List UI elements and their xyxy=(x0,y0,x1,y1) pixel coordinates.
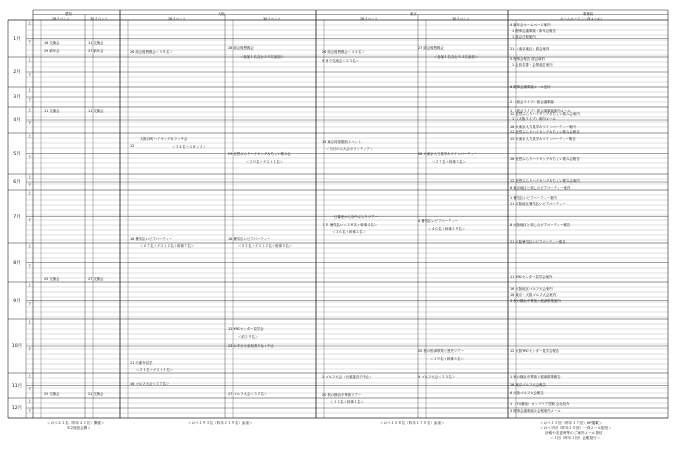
tokyo-event: 2 ゴルフ大会（台風接近で中止） xyxy=(322,375,373,379)
jimukyoku-event: 1 （総会ライブ）総会議事録案内メール xyxy=(510,109,571,113)
jimukyoku-event: 1 総会日程案内 xyxy=(512,35,536,39)
osaka-event: 29 北摂ぶらりハイキング＆ちょい飲み会 xyxy=(228,152,291,156)
osaka-header: 大阪 xyxy=(218,12,225,16)
month-label: 1月 xyxy=(13,36,21,42)
tokyo-footer: ＜のべ１５８名（昨年１７０名）参加＞ xyxy=(380,421,445,425)
half-marker: 下 xyxy=(28,39,32,44)
tokyo-event: 15 東京湾遊覧船イベント xyxy=(322,140,362,144)
half-marker: 下 xyxy=(28,183,32,187)
tokyo-event: ＜３６名＋幹事２名＞ xyxy=(332,230,366,234)
jimukyoku-event: 4 新年会ホームページ案内 xyxy=(510,23,551,27)
half-marker: 下 xyxy=(28,121,32,125)
osaka-event: 16 暑気払いビアパーティー xyxy=(228,237,271,241)
tokyo-event: 9 ゴルフ大会＜２５名＞ xyxy=(418,375,456,379)
tokyo-event: 27 総会後懇親会 xyxy=(418,46,444,50)
half-marker: 上 xyxy=(28,108,32,112)
osaka-event: ＜約２９名＞ xyxy=(238,335,259,339)
half-marker: 下 xyxy=(28,409,32,413)
osaka-30-header: 30イベント xyxy=(263,17,281,21)
half-marker: 上 xyxy=(28,374,32,378)
jimukyoku-event: 1 秋の横浜中華街と根津散策報告 xyxy=(510,375,561,379)
jimukyoku-event: 6 理事会議事録メール送付 xyxy=(510,85,551,89)
jimukyoku-sub-header: ホームページ（一斉メール） xyxy=(560,17,604,21)
tokyo-event: 20 秋の根津散策と歴史ツアー xyxy=(418,349,464,353)
jimukyoku-event: 2 （総会ライブ）総会議事録 xyxy=(510,100,554,104)
aichi-event: 25 交換会 xyxy=(44,277,60,281)
aichi-event: 11 交換会 xyxy=(88,109,104,113)
half-marker: 上 xyxy=(28,175,32,179)
aichi-event: 27 交換会 xyxy=(88,277,104,281)
half-marker: 上 xyxy=(28,244,32,248)
tokyo-event: 26 大東京人力見学＆ワインパーティー xyxy=(418,152,478,156)
osaka-event: 大阪谷町ハイキング＆ランチ会 xyxy=(140,137,188,141)
jimukyoku-event: 1 （TV番組）カンブリア宮殿 会社紹介 xyxy=(510,402,570,406)
month-label: 10月 xyxy=(11,344,23,349)
half-marker: 上 xyxy=(28,191,32,195)
tokyo-event: ＜１３名＋幹事１名＞ xyxy=(330,400,364,404)
osaka-26-header: 26イベント xyxy=(168,17,186,21)
jimukyoku-event: 12 大阪YRCセンター見学会報告 xyxy=(510,349,560,353)
month-label: 2月 xyxy=(13,70,21,75)
osaka-event: ＜６７名＋ゲスト２名＋幹事７名＞ xyxy=(140,244,195,248)
tokyo-event: ＜１９名＋幹事３名＞ xyxy=(430,357,464,361)
jimukyoku-event: 12 北摂ぶらりハイキング＆ちょい飲み会案内 xyxy=(510,179,580,183)
tokyo-26-header: 26イベント xyxy=(360,17,378,21)
jimukyoku-event: 6 大阪ゴルフ大会報告 xyxy=(510,391,544,395)
tokyo-event: １０ 暑気払い＜３８名＋幹事４名＞ xyxy=(322,223,378,227)
aichi-event: 11 交換会 xyxy=(44,109,60,113)
jimukyoku-event: 16 東京ゴルフ大会報告 xyxy=(510,383,546,387)
jimukyoku-footer-line4: ＜１回（昨年１回）会報発行＞ xyxy=(550,436,601,440)
osaka-event: 12 xyxy=(130,144,135,148)
half-marker: 下 xyxy=(28,98,32,102)
aichi-26-header: 26イベント xyxy=(52,17,70,21)
half-marker: 上 xyxy=(28,58,32,62)
month-label: 3月 xyxy=(13,95,21,100)
half-marker: 下 xyxy=(28,347,32,351)
osaka-event: 21 天龍寺見学 xyxy=(130,361,153,365)
month-label: 6月 xyxy=(13,180,21,185)
aichi-header: 愛知 xyxy=(65,12,72,16)
osaka-event: 26 総会後懇親会＜５８名＞ xyxy=(130,50,173,54)
half-marker: 下 xyxy=(28,217,32,222)
jimukyoku-event: 21 （東京地区）総会案内 xyxy=(510,47,550,51)
half-marker: 下 xyxy=(28,73,32,77)
osaka-footer: ＜のべ１９３名（昨年２１９名）参加＞ xyxy=(188,421,253,425)
half-marker: 下 xyxy=(28,386,32,391)
osaka-event: ＜２１名＋ゲスト１名＞ xyxy=(136,368,174,372)
month-label: 5月 xyxy=(13,151,21,157)
jimukyoku-event: 1 暑気払いビアパーティー案内 xyxy=(510,196,557,200)
aichi-30-header: 30イベント xyxy=(90,17,108,21)
jimukyoku-event: 11 YRCセンター見学会案内 xyxy=(510,275,553,279)
month-label: 9月 xyxy=(13,298,21,304)
osaka-event: ＜２０名＋ゲスト１名＞ xyxy=(246,160,284,164)
osaka-event: 16 暑気払いビアパーティー xyxy=(130,237,173,241)
half-marker: 上 xyxy=(28,283,32,287)
jimukyoku-event: 21 大阪暑気払いビアパーティー報告 xyxy=(510,240,566,244)
jimukyoku-event: 8 大阪地区と楽しむビアパーティー報告 xyxy=(510,223,571,227)
osaka-event: 16 ゴルフ大会＜３７名＞ xyxy=(130,382,170,386)
aichi-event: 21 交換会 xyxy=(88,392,104,396)
jimukyoku-event: 16 東京・大阪ゴルフ大会案内 xyxy=(510,293,557,297)
jimukyoku-event: 16 大阪地区ゴルフ大会案内 xyxy=(510,287,553,291)
half-marker: 下 xyxy=(28,263,32,268)
half-marker: 上 xyxy=(28,21,32,25)
jimukyoku-event: 26 北摂ぶらりハイキング＆ちょい飲み会報告 xyxy=(510,157,580,161)
osaka-event: 12 YRCセンター見学会 xyxy=(228,327,264,331)
jimukyoku-event: 12 北摂ぶらりハイキング＆ちょい飲み会案内 xyxy=(510,112,580,116)
tokyo-event: 日暮里から谷中ぶらりツアー xyxy=(334,215,378,219)
tokyo-event: ＜参加１名含む５４名参加＞ xyxy=(434,55,479,59)
tokyo-event: 4 暑気払いビアパーティー xyxy=(418,219,458,223)
aichi-event: 16 交換会 xyxy=(44,41,60,45)
jimukyoku-footer-line2: ＜のべ９回（昨年１０回）一斉メール配信＞ xyxy=(540,426,612,430)
jimukyoku-event: 22 北摂ぶらりハイキング＆ちょい飲み会報告 xyxy=(510,130,580,134)
half-marker: 上 xyxy=(28,88,32,92)
aichi-footer-line1: ＜のべ４３名（昨年４２名）開催＞ xyxy=(47,421,105,425)
aichi-event: 29 新年会 xyxy=(44,49,60,53)
month-label: 7月 xyxy=(13,214,21,220)
osaka-event: 23 お手合せ参加者少なく中止 xyxy=(228,344,275,348)
month-label: 12月 xyxy=(11,406,23,411)
jimukyoku-event: 1 理事会議事録・新年会報告 xyxy=(512,29,556,33)
jimukyoku-event: 1 （大阪ライブ）案内メール xyxy=(512,117,556,121)
half-marker: 上 xyxy=(28,399,32,403)
aichi-event: 25 交換会 xyxy=(44,392,60,396)
osaka-event: 27 ゴルフ大会＜３２名＞ xyxy=(228,392,268,396)
aichi-event: 27 新年会 xyxy=(88,49,104,53)
tokyo-event: 9 まで交流会＜５５名＞ xyxy=(322,59,360,63)
half-marker: 上 xyxy=(28,320,32,324)
jimukyoku-footer-line3: 訃報や変更時等のご案内メール発信 xyxy=(545,431,603,435)
jimukyoku-event: 5 理事会報告 総会資料 xyxy=(510,57,545,61)
osaka-event: ＜５２名＋ゲスト２名＋幹事５名＞ xyxy=(238,244,293,248)
osaka-event: ＜参加１名含む５０名参加＞ xyxy=(240,55,285,59)
jimukyoku-event: 12 大東京人力見学＆ワインパーティー報告 xyxy=(510,137,576,141)
tokyo-30-header: 30イベント xyxy=(452,17,470,21)
tokyo-event: ＜４６名＋幹事２９名＞ xyxy=(428,227,466,231)
aichi-footer-line2: 年2回総会開く xyxy=(67,426,91,430)
jimukyoku-header: 事務局 xyxy=(583,12,594,16)
osaka-event: 28 総会後懇親会 xyxy=(228,46,254,50)
osaka-event: ＜３４名＋スタッフ＞ xyxy=(172,145,206,149)
month-label: 8月 xyxy=(13,260,21,266)
tokyo-event: 26 総会後懇親会＜４４名＞ xyxy=(322,50,365,54)
tokyo-header: 東京 xyxy=(410,12,417,16)
jimukyoku-event: 8 東京地区と楽しむビアパーティー案内 xyxy=(510,186,571,190)
jimukyoku-event: 21 大阪地区暑気払いビアパーティー xyxy=(510,202,566,206)
aichi-event: 11 交換会 xyxy=(88,41,104,45)
half-marker: 下 xyxy=(28,154,32,159)
half-marker: 下 xyxy=(28,301,32,306)
tokyo-event: ＜当日のみ大会ボランティア＞ xyxy=(326,147,374,151)
tokyo-event: 20 秋の横浜中華街ツアー xyxy=(322,393,362,397)
jimukyoku-event: 3 秋の横浜中華街と根津散策案内 xyxy=(510,299,561,303)
jimukyoku-event: 16 大東京人力見学＆ワインパーティー案内 xyxy=(510,125,576,129)
month-label: 4月 xyxy=(13,118,21,123)
half-marker: 上 xyxy=(28,134,32,138)
jimukyoku-footer-line1: ＜のべ１５回（昨年１７回）HP掲載＞ xyxy=(540,421,603,425)
jimukyoku-event: 3 理事会議事録＆会報案内メール xyxy=(510,409,561,413)
tokyo-event: ＜２７名＋幹事３名＞ xyxy=(432,160,466,164)
month-label: 11月 xyxy=(11,383,23,389)
jimukyoku-event: 1 会員名簿・会則改訂案内 xyxy=(512,63,553,67)
